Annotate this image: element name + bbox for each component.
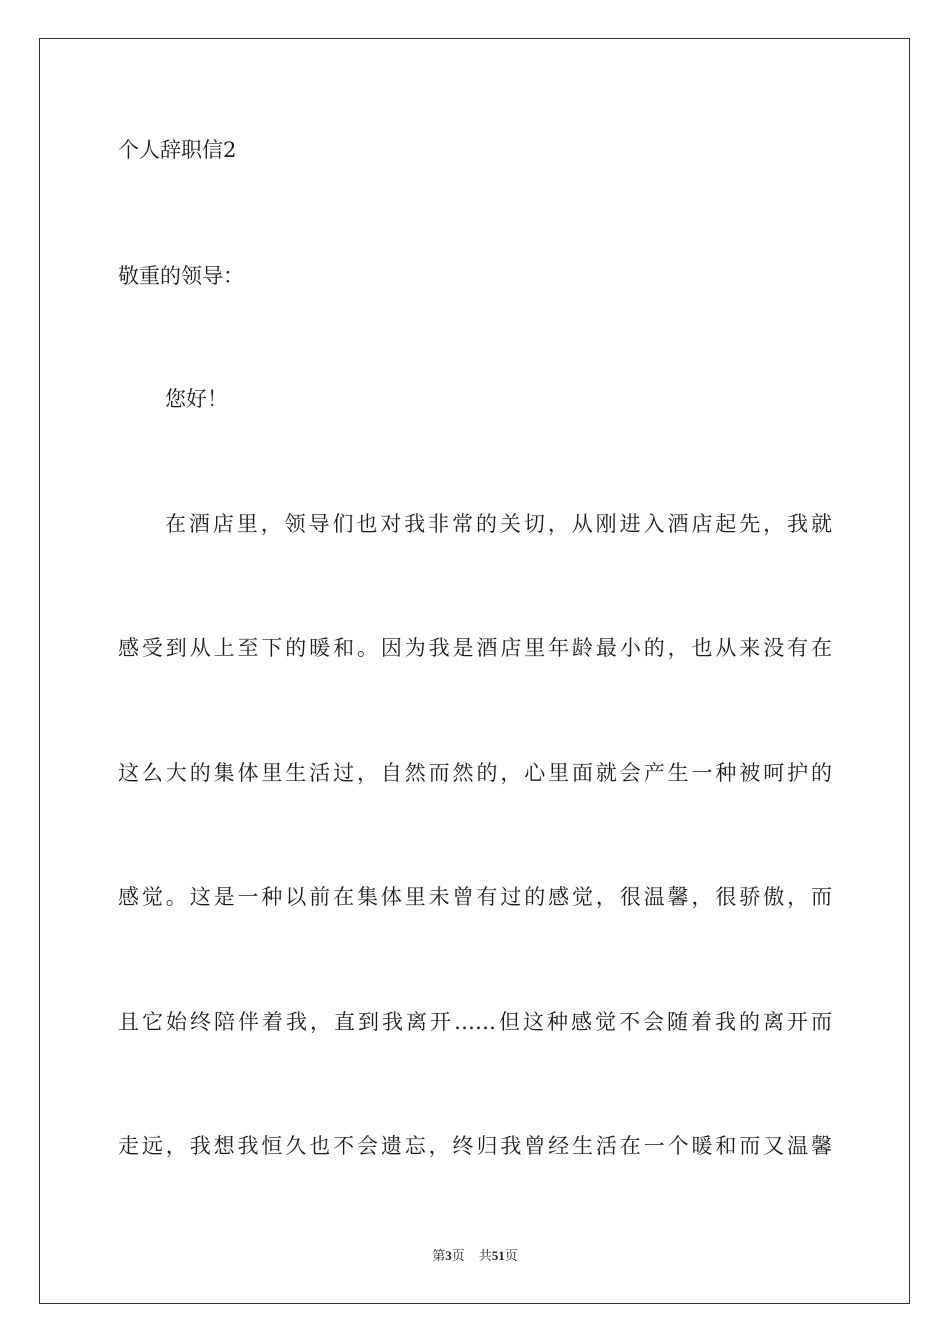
page-current: 3 (445, 1248, 452, 1263)
body-line-3: 这么大的集体里生活过，自然而然的，心里面就会产生一种被呵护的 (118, 761, 832, 785)
page-prefix: 第 (432, 1248, 446, 1263)
total-prefix: 共 (478, 1248, 492, 1263)
document-title: 个人辞职信2 (118, 138, 237, 162)
body-line-2: 感受到从上至下的暖和。因为我是酒店里年龄最小的，也从来没有在 (118, 636, 832, 660)
page-frame (39, 38, 910, 1304)
page-suffix: 页 (451, 1248, 465, 1263)
body-line-6: 走远，我想我恒久也不会遗忘，终归我曾经生活在一个暖和而又温馨 (118, 1134, 832, 1158)
page-total: 51 (491, 1248, 505, 1263)
body-line-5: 且它始终陪伴着我，直到我离开……但这种感觉不会随着我的离开而 (118, 1010, 832, 1034)
page-footer (0, 1247, 950, 1265)
total-suffix: 页 (504, 1248, 518, 1263)
salutation: 敬重的领导： (118, 264, 244, 288)
greeting: 您好！ (165, 387, 228, 411)
body-line-1: 在酒店里，领导们也对我非常的关切，从刚进入酒店起先，我就 (165, 512, 832, 536)
body-line-4: 感觉。这是一种以前在集体里未曾有过的感觉，很温馨，很骄傲，而 (118, 885, 832, 909)
